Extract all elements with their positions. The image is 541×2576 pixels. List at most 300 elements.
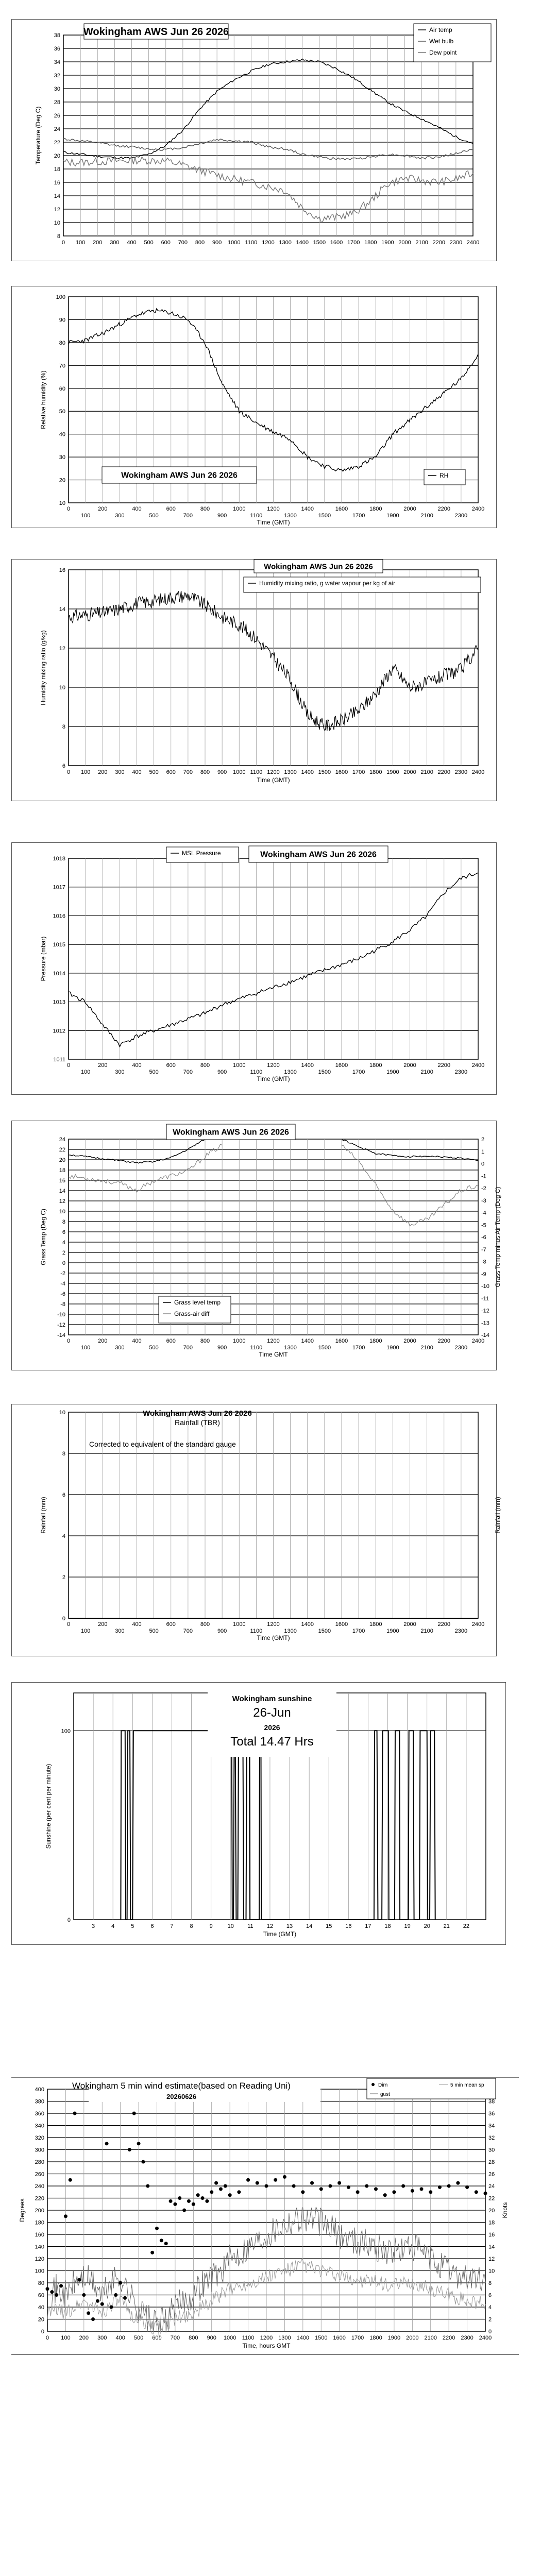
y-tick-label: 20 bbox=[38, 2316, 44, 2323]
x-tick-label: 300 bbox=[97, 2335, 107, 2341]
y-tick-label: 280 bbox=[35, 2159, 44, 2165]
wind-direction-point bbox=[420, 2187, 424, 2191]
x-tick-label: 2300 bbox=[449, 240, 463, 246]
y2-tick-label: 32 bbox=[488, 2135, 495, 2141]
x-tick-label: 700 bbox=[183, 769, 193, 775]
wind-direction-point bbox=[392, 2190, 396, 2194]
x-tick-label: 1800 bbox=[369, 1621, 382, 1628]
wind-direction-point bbox=[192, 2202, 195, 2206]
wind-direction-point bbox=[274, 2178, 277, 2182]
x-tick-label: 500 bbox=[133, 2335, 144, 2341]
y-tick-label: 6 bbox=[62, 763, 65, 769]
y2-tick-label: -7 bbox=[481, 1246, 486, 1253]
x-tick-label: 7 bbox=[170, 1923, 174, 1929]
y2-tick-label: -13 bbox=[481, 1320, 489, 1327]
x-axis-label: Time (GMT) bbox=[257, 1634, 290, 1641]
chart-title: Wokingham AWS Jun 26 2026 bbox=[143, 1409, 252, 1418]
wind-direction-point bbox=[484, 2192, 487, 2195]
x-tick-label: 12 bbox=[266, 1923, 274, 1929]
x-tick-label: 1500 bbox=[318, 513, 331, 519]
wind-direction-point bbox=[73, 2112, 77, 2115]
x-tick-label: 2100 bbox=[420, 769, 433, 775]
y-tick-label: 100 bbox=[56, 294, 65, 300]
x-tick-label: 1300 bbox=[284, 513, 297, 519]
x-tick-label: 1500 bbox=[315, 2335, 328, 2341]
y-tick-label: 30 bbox=[59, 454, 65, 461]
y-axis-label: Relative humidity (%) bbox=[40, 370, 47, 429]
x-tick-label: 900 bbox=[217, 1345, 227, 1351]
x-tick-label: 800 bbox=[195, 240, 205, 246]
wind-direction-point bbox=[337, 2181, 341, 2185]
x-tick-label: 1700 bbox=[351, 2335, 364, 2341]
wind-direction-point bbox=[155, 2227, 159, 2230]
y2-tick-label: 12 bbox=[488, 2256, 495, 2262]
chart-title: Wokingham sunshine bbox=[232, 1694, 312, 1703]
y-tick-label: 16 bbox=[54, 180, 60, 186]
x-tick-label: 15 bbox=[326, 1923, 332, 1929]
y-tick-label: 240 bbox=[35, 2183, 44, 2190]
chart-subtitle: 20260626 bbox=[166, 2093, 196, 2100]
y-tick-label: 1018 bbox=[53, 856, 65, 862]
x-tick-label: 10 bbox=[227, 1923, 234, 1929]
x-tick-label: 1600 bbox=[330, 240, 343, 246]
y-tick-label: 14 bbox=[54, 193, 60, 199]
x-tick-label: 1500 bbox=[318, 1345, 331, 1351]
y-tick-label: 20 bbox=[54, 153, 60, 159]
x-tick-label: 1000 bbox=[223, 2335, 236, 2341]
x-tick-label: 1700 bbox=[352, 1345, 365, 1351]
wind-direction-point bbox=[173, 2202, 177, 2206]
x-tick-label: 1900 bbox=[387, 2335, 401, 2341]
y-tick-label: 10 bbox=[59, 500, 65, 506]
x-tick-label: 400 bbox=[132, 1062, 142, 1069]
x-tick-label: 100 bbox=[80, 513, 91, 519]
y2-tick-label: 28 bbox=[488, 2159, 495, 2165]
y-tick-label: -8 bbox=[60, 1301, 65, 1308]
wind-direction-point bbox=[150, 2251, 154, 2255]
x-tick-label: 0 bbox=[66, 1338, 71, 1344]
y-tick-label: 8 bbox=[62, 724, 65, 730]
y2-tick-label: 38 bbox=[488, 2098, 495, 2105]
y-tick-label: 200 bbox=[35, 2208, 44, 2214]
wind-direction-point bbox=[429, 2190, 432, 2194]
wind-direction-point bbox=[169, 2199, 173, 2203]
x-tick-label: 700 bbox=[183, 513, 193, 519]
x-tick-label: 800 bbox=[200, 1621, 210, 1628]
x-tick-label: 1200 bbox=[260, 2335, 273, 2341]
chart-title: Wokingham AWS Jun 26 2026 bbox=[173, 1128, 289, 1137]
x-tick-label: 16 bbox=[345, 1923, 352, 1929]
y-tick-label: 1011 bbox=[53, 1057, 65, 1063]
x-tick-label: 1800 bbox=[369, 1062, 382, 1069]
y-tick-label: 1015 bbox=[53, 942, 65, 948]
wind-direction-point bbox=[164, 2242, 168, 2245]
wind-direction-point bbox=[319, 2187, 323, 2191]
x-tick-label: 1000 bbox=[233, 1062, 246, 1069]
humidity-chart-panel bbox=[11, 286, 497, 528]
rainfall-chart-panel bbox=[11, 1404, 501, 1656]
y-tick-label: -14 bbox=[57, 1332, 65, 1338]
x-tick-label: 600 bbox=[161, 240, 171, 246]
x-tick-label: 700 bbox=[170, 2335, 180, 2341]
y-axis-label: Temperature (Deg C) bbox=[35, 106, 42, 165]
temperature-chart bbox=[12, 20, 497, 262]
x-tick-label: 1400 bbox=[301, 1621, 314, 1628]
x-tick-label: 1700 bbox=[352, 1069, 365, 1075]
legend-label: Grass level temp bbox=[174, 1299, 221, 1306]
y-axis-label: Grass Temp (Deg C) bbox=[40, 1209, 47, 1265]
y-tick-label: 60 bbox=[59, 385, 65, 392]
x-tick-label: 100 bbox=[61, 2335, 71, 2341]
y-axis-label: Humidity mixing ratio (g/kg) bbox=[40, 630, 47, 705]
x-tick-label: 1700 bbox=[352, 513, 365, 519]
y-tick-label: 40 bbox=[59, 431, 65, 438]
y-tick-label: 2 bbox=[62, 1574, 65, 1581]
legend-label: RH bbox=[439, 472, 449, 479]
y-tick-label: 80 bbox=[59, 340, 65, 346]
y-tick-label: 10 bbox=[54, 220, 60, 226]
x-tick-label: 1200 bbox=[267, 506, 280, 512]
x-tick-label: 0 bbox=[61, 240, 65, 246]
wind-direction-point bbox=[356, 2190, 360, 2194]
y-tick-label: 36 bbox=[54, 46, 60, 52]
grass-temp-chart-panel bbox=[11, 1121, 501, 1370]
x-tick-label: 900 bbox=[217, 1628, 227, 1634]
mixing-ratio-chart bbox=[12, 560, 497, 802]
y-tick-label: 140 bbox=[35, 2244, 44, 2250]
wind-direction-point bbox=[196, 2193, 200, 2197]
y-tick-label: 22 bbox=[54, 140, 60, 146]
x-tick-label: 1700 bbox=[352, 1628, 365, 1634]
chart-title: Wokingham AWS Jun 26 2026 bbox=[264, 562, 373, 571]
wind-direction-point bbox=[224, 2184, 227, 2188]
wind-direction-point bbox=[50, 2290, 54, 2294]
y-tick-label: 4 bbox=[62, 1533, 65, 1539]
x-tick-label: 1900 bbox=[386, 1628, 399, 1634]
x-tick-label: 11 bbox=[247, 1923, 253, 1929]
y-tick-label: 1014 bbox=[53, 970, 65, 977]
x-tick-label: 600 bbox=[166, 769, 176, 775]
wind-direction-point bbox=[328, 2184, 332, 2188]
legend-label: gust bbox=[380, 2092, 390, 2097]
x-tick-label: 1300 bbox=[284, 1069, 297, 1075]
x-tick-label: 800 bbox=[200, 506, 210, 512]
y2-tick-label: 26 bbox=[488, 2171, 495, 2178]
x-tick-label: 600 bbox=[166, 1338, 176, 1344]
x-tick-label: 1400 bbox=[301, 769, 314, 775]
wind-direction-point bbox=[201, 2196, 205, 2200]
x-tick-label: 0 bbox=[66, 769, 71, 775]
wind-direction-point bbox=[228, 2193, 232, 2197]
x-tick-label: 300 bbox=[115, 769, 125, 775]
x-tick-label: 1900 bbox=[386, 1069, 399, 1075]
y2-tick-label: -5 bbox=[481, 1222, 486, 1229]
x-tick-label: 1100 bbox=[245, 240, 258, 246]
mixing-ratio-chart-panel bbox=[11, 559, 497, 801]
x-tick-label: 200 bbox=[98, 1062, 108, 1069]
y2-tick-label: -11 bbox=[481, 1295, 489, 1302]
x-tick-label: 400 bbox=[127, 240, 137, 246]
y-tick-label: 30 bbox=[54, 86, 60, 92]
x-tick-label: 900 bbox=[217, 769, 227, 775]
wind-direction-point bbox=[246, 2178, 250, 2182]
x-tick-label: 2300 bbox=[461, 2335, 474, 2341]
x-tick-label: 1100 bbox=[250, 1345, 263, 1351]
x-tick-label: 300 bbox=[110, 240, 120, 246]
y-tick-label: 16 bbox=[59, 567, 65, 573]
wind-direction-point bbox=[69, 2178, 72, 2182]
x-tick-label: 2000 bbox=[406, 2335, 419, 2341]
x-tick-label: 2400 bbox=[466, 240, 480, 246]
x-tick-label: 200 bbox=[79, 2335, 89, 2341]
x-tick-label: 500 bbox=[149, 513, 159, 519]
y-tick-label: 32 bbox=[54, 73, 60, 79]
x-tick-label: 2100 bbox=[420, 513, 433, 519]
y2-tick-label: 34 bbox=[488, 2123, 495, 2129]
wind-direction-point bbox=[105, 2142, 109, 2145]
x-axis-label: Time (GMT) bbox=[263, 1930, 297, 1938]
x-axis-label: Time, hours GMT bbox=[242, 2342, 291, 2349]
x-tick-label: 500 bbox=[149, 769, 159, 775]
x-tick-label: 300 bbox=[115, 1345, 125, 1351]
y-tick-label: 10 bbox=[59, 1410, 65, 1416]
x-tick-label: 2100 bbox=[424, 2335, 437, 2341]
chart-title: Wokingham AWS Jun 26 2026 bbox=[83, 26, 229, 38]
x-tick-label: 19 bbox=[404, 1923, 411, 1929]
x-tick-label: 600 bbox=[166, 1062, 176, 1069]
y-tick-label: 160 bbox=[35, 2232, 44, 2238]
x-tick-label: 1000 bbox=[233, 1621, 246, 1628]
x-tick-label: 1200 bbox=[267, 1621, 280, 1628]
chart-title: Wokingham AWS Jun 26 2026 bbox=[260, 850, 377, 859]
y-tick-label: 22 bbox=[59, 1147, 65, 1153]
x-tick-label: 1800 bbox=[369, 769, 382, 775]
x-tick-label: 1100 bbox=[250, 1069, 263, 1075]
y-tick-label: 8 bbox=[62, 1219, 65, 1225]
x-tick-label: 3 bbox=[92, 1923, 95, 1929]
y-tick-label: 50 bbox=[59, 409, 65, 415]
x-tick-label: 1400 bbox=[301, 1062, 314, 1069]
legend-label: Dirn bbox=[378, 2082, 388, 2088]
y2-axis-label: Rainfall (mm) bbox=[494, 1497, 501, 1534]
y2-tick-label: -6 bbox=[481, 1234, 486, 1241]
wind-direction-point bbox=[160, 2239, 163, 2242]
y-tick-label: 24 bbox=[59, 1137, 65, 1143]
y-tick-label: 40 bbox=[38, 2304, 44, 2311]
x-tick-label: 500 bbox=[149, 1069, 159, 1075]
y-tick-label: 14 bbox=[59, 606, 65, 613]
y2-axis-label: Grass Temp minus Air Temp (Deg C) bbox=[494, 1187, 501, 1287]
x-tick-label: 900 bbox=[217, 1069, 227, 1075]
x-tick-label: 700 bbox=[178, 240, 188, 246]
y-tick-label: 0 bbox=[41, 2329, 44, 2335]
y-tick-label: 1012 bbox=[53, 1028, 65, 1035]
x-tick-label: 0 bbox=[66, 1621, 71, 1628]
x-tick-label: 700 bbox=[183, 1628, 193, 1634]
pressure-chart-panel bbox=[11, 842, 497, 1095]
y-tick-label: 26 bbox=[54, 113, 60, 119]
y2-tick-label: 6 bbox=[488, 2292, 492, 2299]
x-tick-label: 800 bbox=[200, 1062, 210, 1069]
wind-direction-point bbox=[365, 2184, 368, 2188]
x-axis-label: Time (GMT) bbox=[257, 1075, 290, 1082]
temperature-chart-panel bbox=[11, 19, 497, 261]
legend-label: MSL Pressure bbox=[182, 850, 221, 857]
y-tick-label: -2 bbox=[60, 1270, 65, 1277]
y2-tick-label: -1 bbox=[481, 1173, 486, 1180]
wind-direction-point bbox=[210, 2190, 213, 2194]
x-tick-label: 100 bbox=[80, 769, 91, 775]
x-tick-label: 1200 bbox=[262, 240, 275, 246]
wind-direction-point bbox=[205, 2199, 209, 2203]
wind-direction-point bbox=[383, 2193, 387, 2197]
x-tick-label: 2300 bbox=[454, 1069, 468, 1075]
y-tick-label: 18 bbox=[59, 1167, 65, 1174]
y-tick-label: 0 bbox=[62, 1616, 65, 1622]
y2-tick-label: -4 bbox=[481, 1210, 486, 1216]
legend-label: Humidity mixing ratio, g water vapour per kg of air bbox=[259, 580, 396, 587]
y2-tick-label: -14 bbox=[481, 1332, 489, 1338]
x-tick-label: 400 bbox=[132, 769, 142, 775]
x-tick-label: 2200 bbox=[437, 506, 450, 512]
wind-direction-point bbox=[465, 2185, 469, 2189]
x-tick-label: 2400 bbox=[471, 769, 485, 775]
wind-direction-point bbox=[310, 2181, 314, 2185]
sunshine-chart bbox=[12, 1683, 506, 1945]
wind-direction-point bbox=[64, 2214, 67, 2218]
wind-direction-point bbox=[347, 2185, 350, 2189]
x-tick-label: 1700 bbox=[352, 769, 365, 775]
wind-direction-point bbox=[100, 2302, 104, 2306]
x-tick-label: 1400 bbox=[301, 1338, 314, 1344]
y-tick-label: 2 bbox=[62, 1250, 65, 1256]
wind-direction-point bbox=[82, 2293, 86, 2297]
x-tick-label: 1600 bbox=[335, 769, 348, 775]
y2-tick-label: -12 bbox=[481, 1308, 489, 1314]
x-tick-label: 1300 bbox=[278, 2335, 291, 2341]
wind-direction-point bbox=[141, 2160, 145, 2164]
x-tick-label: 1500 bbox=[318, 1628, 331, 1634]
x-tick-label: 6 bbox=[150, 1923, 154, 1929]
x-tick-label: 2000 bbox=[403, 1338, 416, 1344]
wind-direction-point bbox=[219, 2187, 223, 2191]
sunshine-chart-panel bbox=[11, 1682, 506, 1945]
x-tick-label: 22 bbox=[463, 1923, 470, 1929]
x-tick-label: 1600 bbox=[335, 1338, 348, 1344]
x-tick-label: 1800 bbox=[369, 2335, 382, 2341]
legend-label: Dew point bbox=[429, 49, 457, 56]
x-tick-label: 14 bbox=[306, 1923, 313, 1929]
x-tick-label: 300 bbox=[115, 1628, 125, 1634]
x-tick-label: 1600 bbox=[333, 2335, 346, 2341]
chart-title: Wokingham AWS Jun 26 2026 bbox=[121, 471, 238, 480]
x-tick-label: 100 bbox=[75, 240, 86, 246]
y-axis-label: Sunshine (per cent per minute) bbox=[45, 1764, 52, 1849]
wind-direction-point bbox=[237, 2190, 241, 2194]
x-tick-label: 2400 bbox=[471, 1062, 485, 1069]
x-tick-label: 400 bbox=[132, 1338, 142, 1344]
x-tick-label: 2000 bbox=[398, 240, 411, 246]
y2-axis-label: Knots bbox=[501, 2202, 509, 2218]
y-tick-label: 0 bbox=[67, 1917, 71, 1923]
wind-direction-point bbox=[292, 2184, 296, 2188]
x-tick-label: 1600 bbox=[335, 1062, 348, 1069]
y-tick-label: 180 bbox=[35, 2219, 44, 2226]
x-tick-label: 2400 bbox=[471, 1338, 485, 1344]
wind-direction-point bbox=[214, 2181, 218, 2185]
x-tick-label: 400 bbox=[115, 2335, 125, 2341]
y-tick-label: 20 bbox=[59, 1157, 65, 1163]
x-tick-label: 20 bbox=[424, 1923, 430, 1929]
legend-label: Air temp bbox=[429, 26, 452, 33]
y-tick-label: 24 bbox=[54, 126, 60, 132]
y2-tick-label: 0 bbox=[481, 1161, 485, 1167]
x-tick-label: 1100 bbox=[242, 2335, 255, 2341]
x-tick-label: 1000 bbox=[228, 240, 241, 246]
x-tick-label: 21 bbox=[443, 1923, 450, 1929]
x-tick-label: 1100 bbox=[250, 769, 263, 775]
wind-direction-point bbox=[91, 2317, 95, 2321]
x-tick-label: 2100 bbox=[420, 1628, 433, 1634]
x-tick-label: 1900 bbox=[386, 1345, 399, 1351]
rainfall-chart bbox=[12, 1404, 501, 1657]
x-tick-label: 1000 bbox=[233, 1338, 246, 1344]
wind-direction-point bbox=[456, 2181, 460, 2185]
x-tick-label: 2300 bbox=[454, 513, 468, 519]
y2-tick-label: -8 bbox=[481, 1259, 486, 1265]
chart-subtitle: Rainfall (TBR) bbox=[175, 1418, 220, 1427]
x-tick-label: 9 bbox=[209, 1923, 213, 1929]
y-tick-label: 34 bbox=[54, 59, 60, 65]
y-tick-label: 220 bbox=[35, 2195, 44, 2202]
y-tick-label: 120 bbox=[35, 2256, 44, 2262]
pressure-chart bbox=[12, 843, 497, 1095]
x-tick-label: 200 bbox=[98, 1338, 108, 1344]
x-tick-label: 2400 bbox=[479, 2335, 492, 2341]
wind-direction-point bbox=[96, 2299, 99, 2303]
legend-swatch bbox=[371, 2083, 375, 2086]
y-tick-label: 100 bbox=[61, 1728, 71, 1735]
wind-direction-point bbox=[187, 2199, 191, 2203]
y2-tick-label: 14 bbox=[488, 2244, 495, 2250]
x-tick-label: 800 bbox=[189, 2335, 198, 2341]
wind-direction-point bbox=[475, 2190, 478, 2194]
y-tick-label: 14 bbox=[59, 1188, 65, 1194]
y-tick-label: 400 bbox=[35, 2087, 44, 2093]
x-tick-label: 0 bbox=[66, 1062, 71, 1069]
x-tick-label: 1800 bbox=[364, 240, 377, 246]
y-tick-label: -12 bbox=[57, 1322, 65, 1328]
legend-label: 5 min mean sp bbox=[450, 2082, 484, 2088]
y-tick-label: 8 bbox=[62, 1451, 65, 1457]
x-tick-label: 1600 bbox=[335, 506, 348, 512]
x-tick-label: 2300 bbox=[454, 769, 468, 775]
x-tick-label: 1200 bbox=[267, 1338, 280, 1344]
x-tick-label: 500 bbox=[149, 1628, 159, 1634]
x-tick-label: 1900 bbox=[386, 513, 399, 519]
x-tick-label: 0 bbox=[66, 506, 71, 512]
x-tick-label: 2100 bbox=[420, 1069, 433, 1075]
y2-tick-label: 8 bbox=[488, 2280, 492, 2286]
y-tick-label: 320 bbox=[35, 2135, 44, 2141]
wind-direction-point bbox=[438, 2185, 442, 2189]
wind-direction-point bbox=[265, 2184, 268, 2188]
x-tick-label: 2200 bbox=[437, 1338, 450, 1344]
x-tick-label: 600 bbox=[166, 506, 176, 512]
y2-tick-label: -3 bbox=[481, 1197, 486, 1204]
x-tick-label: 1200 bbox=[267, 769, 280, 775]
y2-tick-label: 36 bbox=[488, 2111, 495, 2117]
